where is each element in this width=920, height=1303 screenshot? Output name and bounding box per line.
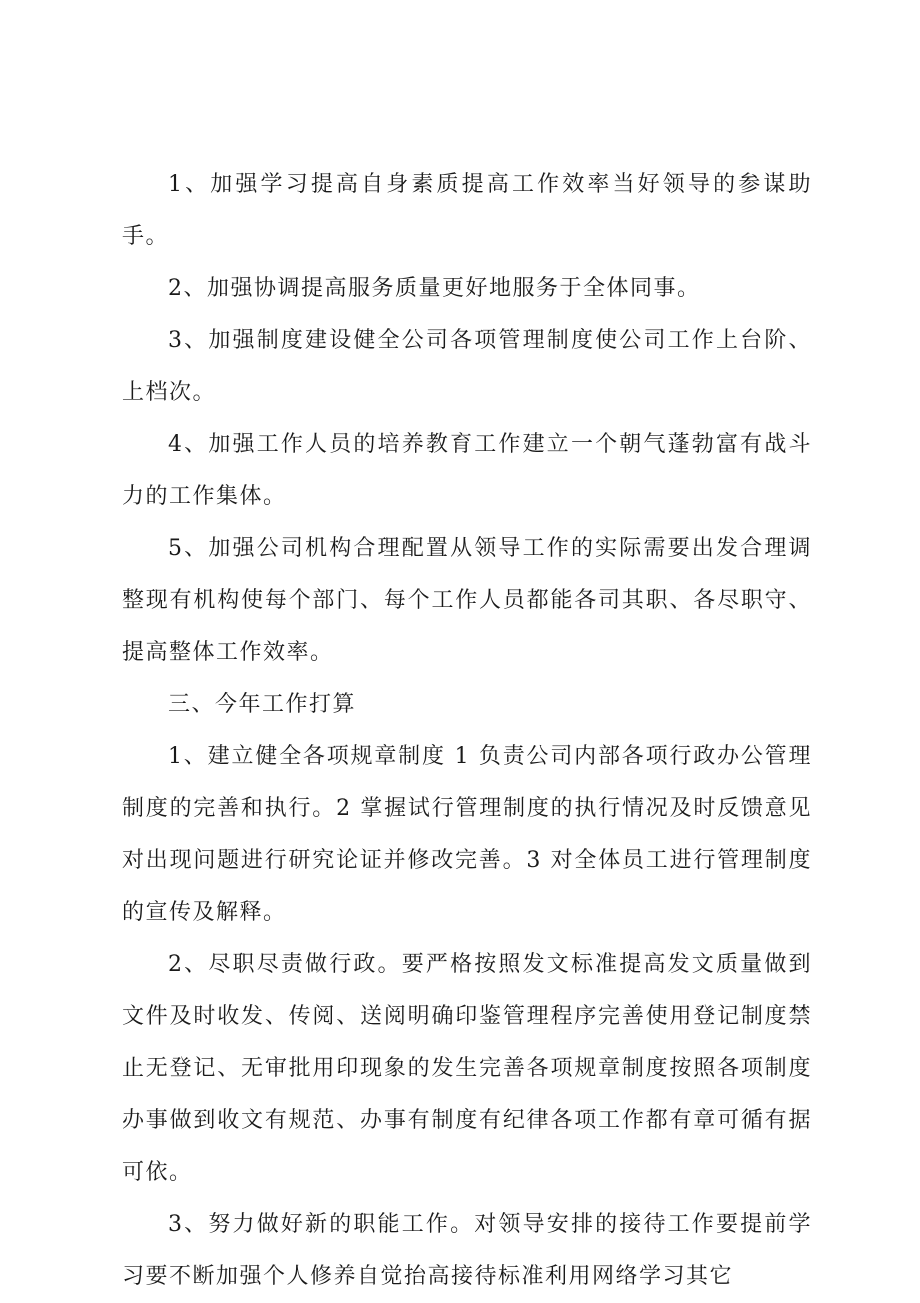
paragraph-plan-2: 2、尽职尽责做行政。要严格按照发文标准提高发文质量做到文件及时收发、传阅、送阅明确印鉴管理程序完善使用登记制度禁止无登记、无审批用印现象的发生完善各项规章制度按照各项制度办事做到收文有规范、办事有制度有纪律各项工作都有章可循有据可依。 (122, 952, 812, 1185)
document-body (122, 159, 812, 1303)
paragraph-goal-2: 2、加强协调提高服务质量更好地服务于全体同事。 (168, 276, 701, 301)
paragraph-goal-3: 3、加强制度建设健全公司各项管理制度使公司工作上台阶、上档次。 (122, 328, 812, 405)
paragraph-goal-5: 5、加强公司机构合理配置从领导工作的实际需要出发合理调整现有机构使每个部门、每个工作人员都能各司其职、各尽职守、提高整体工作效率。 (122, 536, 812, 665)
paragraph-plan-1: 1、建立健全各项规章制度 1 负责公司内部各项行政办公管理制度的完善和执行。2 掌握试行管理制度的执行情况及时反馈意见对出现问题进行研究论证并修改完善。3 对全体员工进行管理制度的宣传及解释。 (122, 744, 812, 925)
paragraph-plan-3: 3、努力做好新的职能工作。对领导安排的接待工作要提前学习要不断加强个人修养自觉抬高接待标准利用网络学习其它 (122, 1212, 812, 1289)
section-heading-plan: 三、今年工作打算 (168, 692, 357, 717)
paragraph-goal-1: 1、加强学习提高自身素质提高工作效率当好领导的参谋助手。 (122, 172, 812, 249)
paragraph-goal-4: 4、加强工作人员的培养教育工作建立一个朝气蓬勃富有战斗力的工作集体。 (122, 432, 812, 509)
